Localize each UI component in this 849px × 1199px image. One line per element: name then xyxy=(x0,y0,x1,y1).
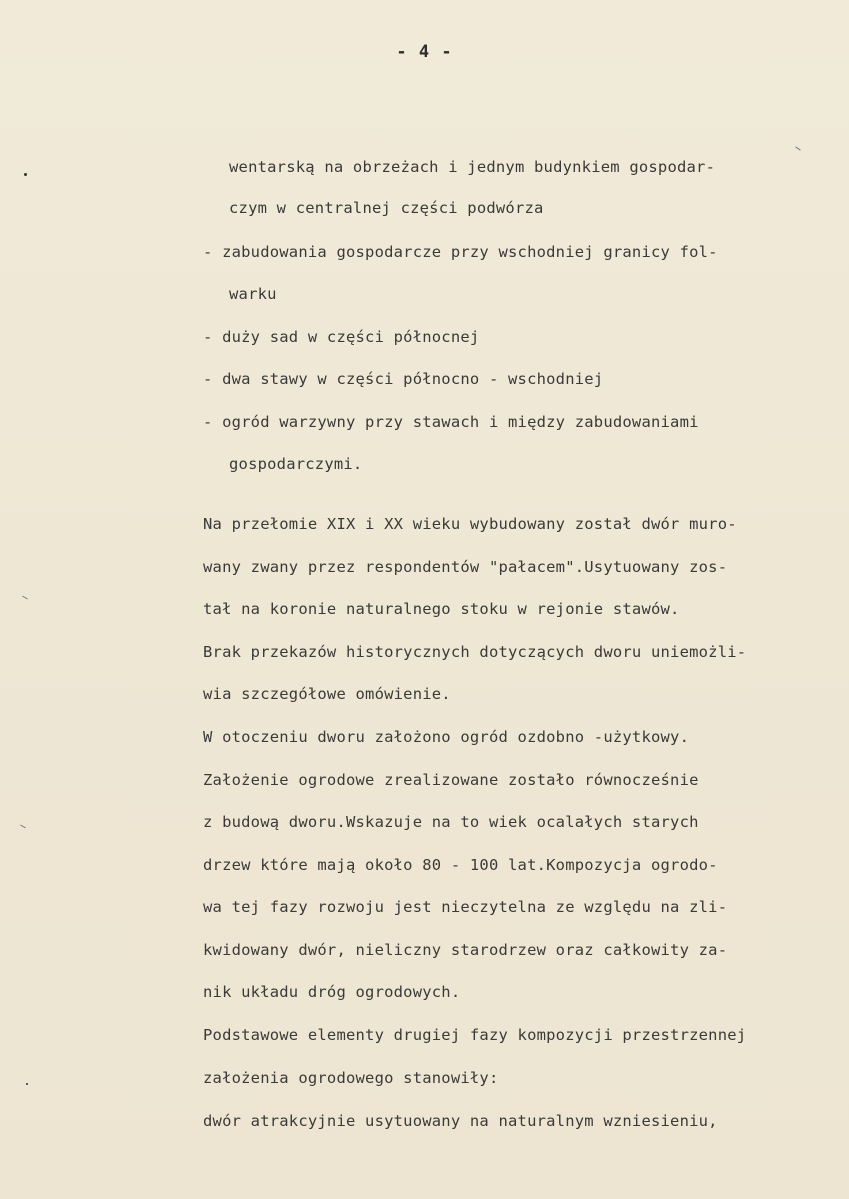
text-line: wany zwany przez respondentów "pałacem".Usytuowany zos- xyxy=(203,558,728,576)
text-line: dwór atrakcyjnie usytuowany na naturalnym wzniesieniu, xyxy=(203,1112,718,1130)
text-line: warku xyxy=(229,285,277,303)
text-line: kwidowany dwór, nieliczny starodrzew oraz całkowity za- xyxy=(203,941,728,959)
text-line: - duży sad w części północnej xyxy=(203,328,480,346)
page-number: - 4 - xyxy=(396,42,453,62)
text-line: Brak przekazów historycznych dotyczących dworu uniemożli- xyxy=(203,643,747,661)
margin-mark xyxy=(24,173,27,176)
text-line: czym w centralnej części podwórza xyxy=(229,199,544,217)
text-line: wia szczegółowe omówienie. xyxy=(203,685,451,703)
margin-mark xyxy=(20,825,26,829)
text-line: - dwa stawy w części północno - wschodniej xyxy=(203,370,604,388)
margin-mark xyxy=(795,146,800,150)
margin-mark xyxy=(26,1083,28,1085)
text-line: W otoczeniu dworu założono ogród ozdobno -użytkowy. xyxy=(203,728,690,746)
text-line: gospodarczymi. xyxy=(229,455,363,473)
text-line: Na przełomie XIX i XX wieku wybudowany został dwór muro- xyxy=(203,515,737,533)
text-line: Podstawowe elementy drugiej fazy kompozycji przestrzennej xyxy=(203,1026,747,1044)
text-line: tał na koronie naturalnego stoku w rejonie stawów. xyxy=(203,600,680,618)
margin-mark xyxy=(22,596,28,600)
text-line: drzew które mają około 80 - 100 lat.Kompozycja ogrodo- xyxy=(203,856,718,874)
text-line: wentarską na obrzeżach i jednym budynkiem gospodar- xyxy=(229,158,716,176)
text-line: założenia ogrodowego stanowiły: xyxy=(203,1069,499,1087)
text-line: Założenie ogrodowe zrealizowane zostało równocześnie xyxy=(203,771,699,789)
text-line: - zabudowania gospodarcze przy wschodniej granicy fol- xyxy=(203,243,718,261)
text-line: nik układu dróg ogrodowych. xyxy=(203,983,461,1001)
text-line: - ogród warzywny przy stawach i między zabudowaniami xyxy=(203,413,699,431)
text-line: wa tej fazy rozwoju jest nieczytelna ze względu na zli- xyxy=(203,898,728,916)
text-line: z budową dworu.Wskazuje na to wiek ocalałych starych xyxy=(203,813,699,831)
